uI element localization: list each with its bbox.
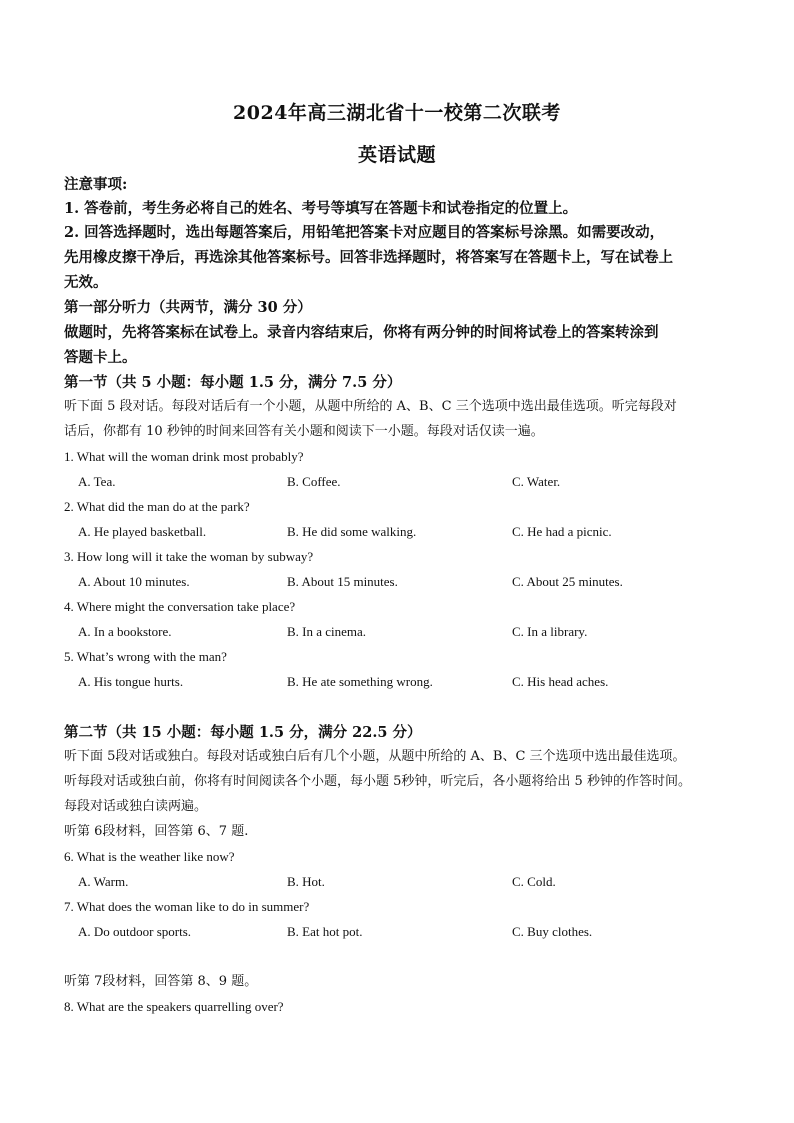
- question-5-options: [78, 670, 758, 694]
- option-a: A. He played basketball.: [78, 524, 207, 539]
- question-2: 2. What did the man do at the park?: [64, 499, 250, 514]
- exam-subtitle: 英语试题: [357, 144, 436, 166]
- question-5: 5. What’s wrong with the man?: [64, 649, 227, 664]
- notice-heading: 注意事项:: [64, 176, 128, 193]
- option-b: B. He ate something wrong.: [287, 674, 433, 689]
- question-4-options: [78, 620, 758, 644]
- option-c: C. Water.: [512, 474, 561, 489]
- part1-instruction-line-1: 做题时，先将答案标在试卷上。录音内容结束后，你将有两分钟的时间将试卷上的答案转涂到: [64, 324, 659, 341]
- question-6: 6. What is the weather like now?: [64, 849, 235, 864]
- question-1: 1. What will the woman drink most probably?: [64, 449, 304, 464]
- option-a: A. In a bookstore.: [78, 624, 172, 639]
- option-a: A. About 10 minutes.: [78, 574, 190, 589]
- part1-instruction-line-2: 答题卡上。: [64, 349, 137, 366]
- notice-item-2-line-2: 先用橡皮擦干净后，再选涂其他答案标号。回答非选择题时，将答案写在答题卡上，写在试卷上: [64, 249, 673, 266]
- option-c: C. About 25 minutes.: [512, 574, 623, 589]
- section1-instruction-line-2: 话后，你都有 10 秒钟的时间来回答有关小题和阅读下一小题。每段对话仅读一遍。: [64, 424, 544, 439]
- material-7-instruction: 听第 7段材料，回答第 8、9 题。: [64, 974, 258, 989]
- question-3-options: [78, 570, 758, 594]
- option-b: B. In a cinema.: [287, 624, 367, 639]
- option-a: A. Warm.: [78, 874, 129, 889]
- notice-item-1: 1. 答卷前，考生务必将自己的姓名、考号等填写在答题卡和试卷指定的位置上。: [64, 200, 578, 217]
- option-b: B. About 15 minutes.: [287, 574, 398, 589]
- option-b: B. Eat hot pot.: [287, 924, 363, 939]
- notice-item-2-line-3: 无效。: [64, 274, 108, 291]
- question-6-options: [78, 870, 758, 894]
- question-2-options: [78, 520, 758, 544]
- question-7: 7. What does the woman like to do in summer?: [64, 899, 310, 914]
- material-6-instruction: 听第 6段材料，回答第 6、7 题.: [64, 824, 249, 839]
- question-1-options: [78, 470, 758, 494]
- question-8: 8. What are the speakers quarrelling over?: [64, 999, 284, 1014]
- exam-title: 2024年高三湖北省十一校第二次联考: [233, 102, 561, 124]
- option-c: C. In a library.: [512, 624, 588, 639]
- question-4: 4. Where might the conversation take place?: [64, 599, 296, 614]
- part1-heading: 第一部分听力（共两节，满分 30 分）: [64, 299, 312, 316]
- section1-instruction-line-1: 听下面 5 段对话。每段对话后有一个小题，从题中所给的 A、B、C 三个选项中选出最佳选项。听完每段对: [64, 399, 677, 414]
- section2-instruction-line-3: 每段对话或独白读两遍。: [64, 799, 208, 814]
- section1-heading: 第一节（共 5 小题：每小题 1.5 分，满分 7.5 分）: [64, 374, 402, 391]
- option-a: A. Tea.: [78, 474, 116, 489]
- section2-instruction-line-2: 听每段对话或独白前，你将有时间阅读各个小题，每小题 5秒钟，听完后，各小题将给出 5 秒钟的作答时间。: [64, 774, 691, 789]
- question-3: 3. How long will it take the woman by subway?: [64, 549, 314, 564]
- notice-item-2-line-1: 2. 回答选择题时，选出每题答案后，用铅笔把答案卡对应题目的答案标号涂黑。如需要改动，: [64, 224, 665, 241]
- option-c: C. He had a picnic.: [512, 524, 612, 539]
- question-7-options: [78, 920, 758, 944]
- option-b: B. Hot.: [287, 874, 325, 889]
- option-a: A. His tongue hurts.: [78, 674, 184, 689]
- option-c: C. His head aches.: [512, 674, 609, 689]
- section2-instruction-line-1: 听下面 5段对话或独白。每段对话或独白后有几个小题，从题中所给的 A、B、C 三个选项中选出最佳选项。: [64, 749, 686, 764]
- option-b: B. He did some walking.: [287, 524, 417, 539]
- option-b: B. Coffee.: [287, 474, 341, 489]
- option-a: A. Do outdoor sports.: [78, 924, 192, 939]
- option-c: C. Cold.: [512, 874, 556, 889]
- option-c: C. Buy clothes.: [512, 924, 593, 939]
- section2-heading: 第二节（共 15 小题：每小题 1.5 分，满分 22.5 分）: [64, 724, 422, 741]
